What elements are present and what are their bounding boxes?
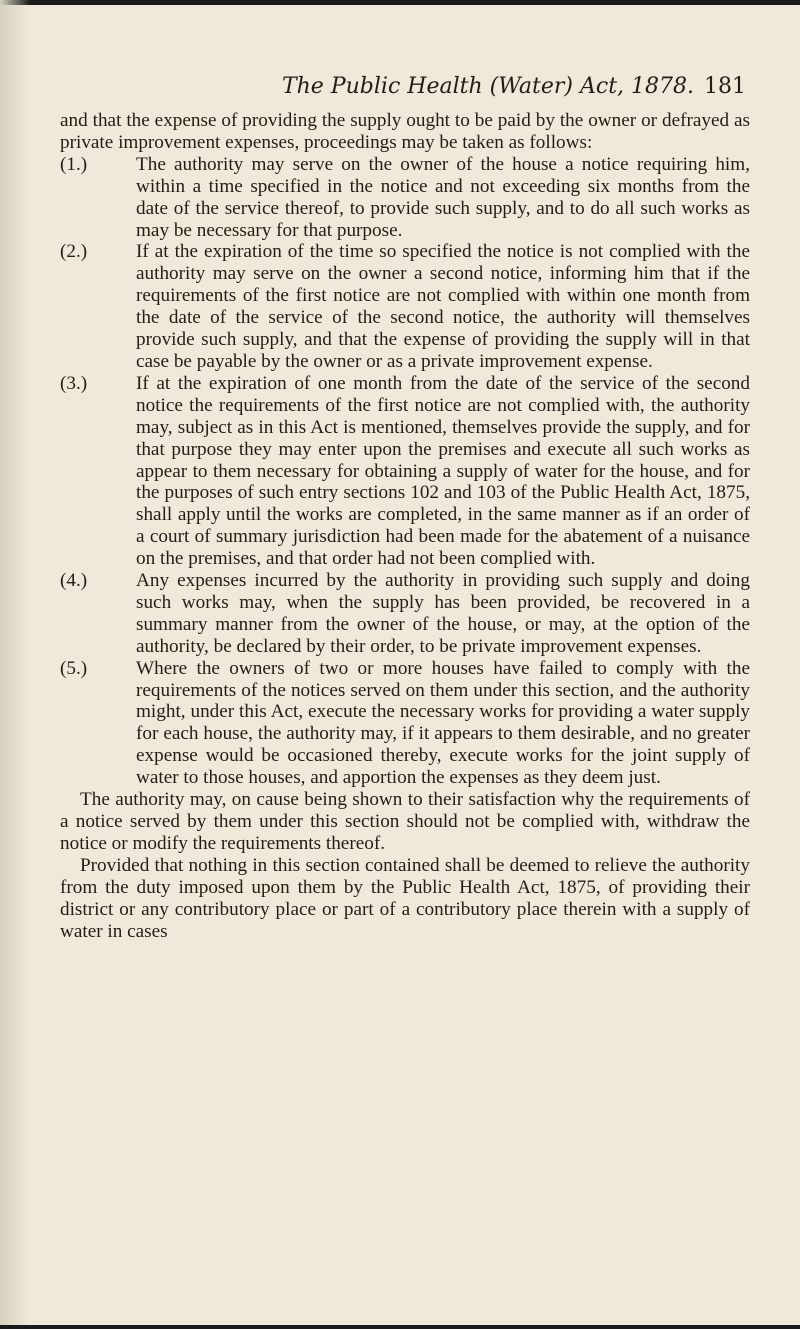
page-number: 181: [704, 74, 746, 99]
clause-text: The authority may serve on the owner of the house a notice requiring him, within a time specified in the notice and not exceeding six months from the date of the service thereof, to provide such supply, and to do all such works as may be necessary for that purpose.: [136, 153, 750, 241]
page-gutter-shadow: [0, 0, 30, 1329]
running-head-title: The Public Health (Water) Act, 1878.: [281, 74, 694, 99]
clause-2: [60, 241, 750, 372]
clause-text: Where the owners of two or more houses have failed to comply with the requirements of the notices served on them under this section, and the authority might, under this Act, execute the necessary works for providing a water supply for each house, the authority may, if it appears to them desirable, and no greater expense would be occasioned thereby, execute works for the joint supply of water to those houses, and apportion the expenses as they deem just.: [136, 657, 750, 789]
clause-text: If at the expiration of one month from the date of the service of the second notice the requirements of the first notice are not complied with, the authority may, subject as in this Act is mentioned, themselves provide the supply, and for that purpose they may enter upon the premises and execute all such works as appear to them necessary for obtaining a supply of water for the house, and for the purposes of such entry sections 102 and 103 of the Public Health Act, 1875, shall apply until the works are completed, in the same manner as if an order of a court of summary jurisdiction had been made for the abatement of a nuisance on the premises, and that order had not been complied with.: [136, 372, 750, 570]
book-page: [60, 72, 750, 942]
top-page-edge: [0, 0, 800, 5]
clause-4: [60, 570, 750, 658]
clause-number: (4.): [60, 570, 88, 592]
clause-number: (3.): [60, 372, 88, 394]
body-paragraph-withdraw-notice: The authority may, on cause being shown to their satisfaction why the requirements of a notice served by them under this section should not be complied with, withdraw the notice or modify the requirements thereof.: [60, 789, 750, 854]
clause-3: [60, 373, 750, 570]
clause-5: [60, 658, 750, 789]
bottom-page-edge: [0, 1325, 800, 1329]
clause-1: [60, 154, 750, 242]
running-head: [60, 72, 750, 102]
clause-number: (2.): [60, 241, 88, 263]
clause-text: Any expenses incurred by the authority in providing such supply and doing such works may, when the supply has been provided, be recovered in a summary manner from the owner of the house, or may, at the option of the authority, be declared by their order, to be private improvement expenses.: [136, 570, 750, 657]
clause-text: If at the expiration of the time so specified the notice is not complied with the authority may serve on the owner a second notice, informing him that if the requirements of the first notice are not complied with within one month from the date of the service of the second notice, the authority will themselves provide such supply, and that the expense of providing the supply will in that case be payable by the owner or as a private improvement expense.: [136, 241, 750, 372]
body-text: [60, 110, 750, 942]
intro-paragraph: and that the expense of providing the supply ought to be paid by the owner or defrayed as private improvement expenses, proceedings may be taken as follows:: [60, 110, 750, 153]
clause-number: (5.): [60, 657, 88, 679]
body-paragraph-proviso: Provided that nothing in this section contained shall be deemed to relieve the authority from the duty imposed upon them by the Public Health Act, 1875, of providing their district or any contributory place or part of a contributory place therein with a supply of water in cases: [60, 854, 750, 942]
clause-number: (1.): [60, 153, 88, 175]
